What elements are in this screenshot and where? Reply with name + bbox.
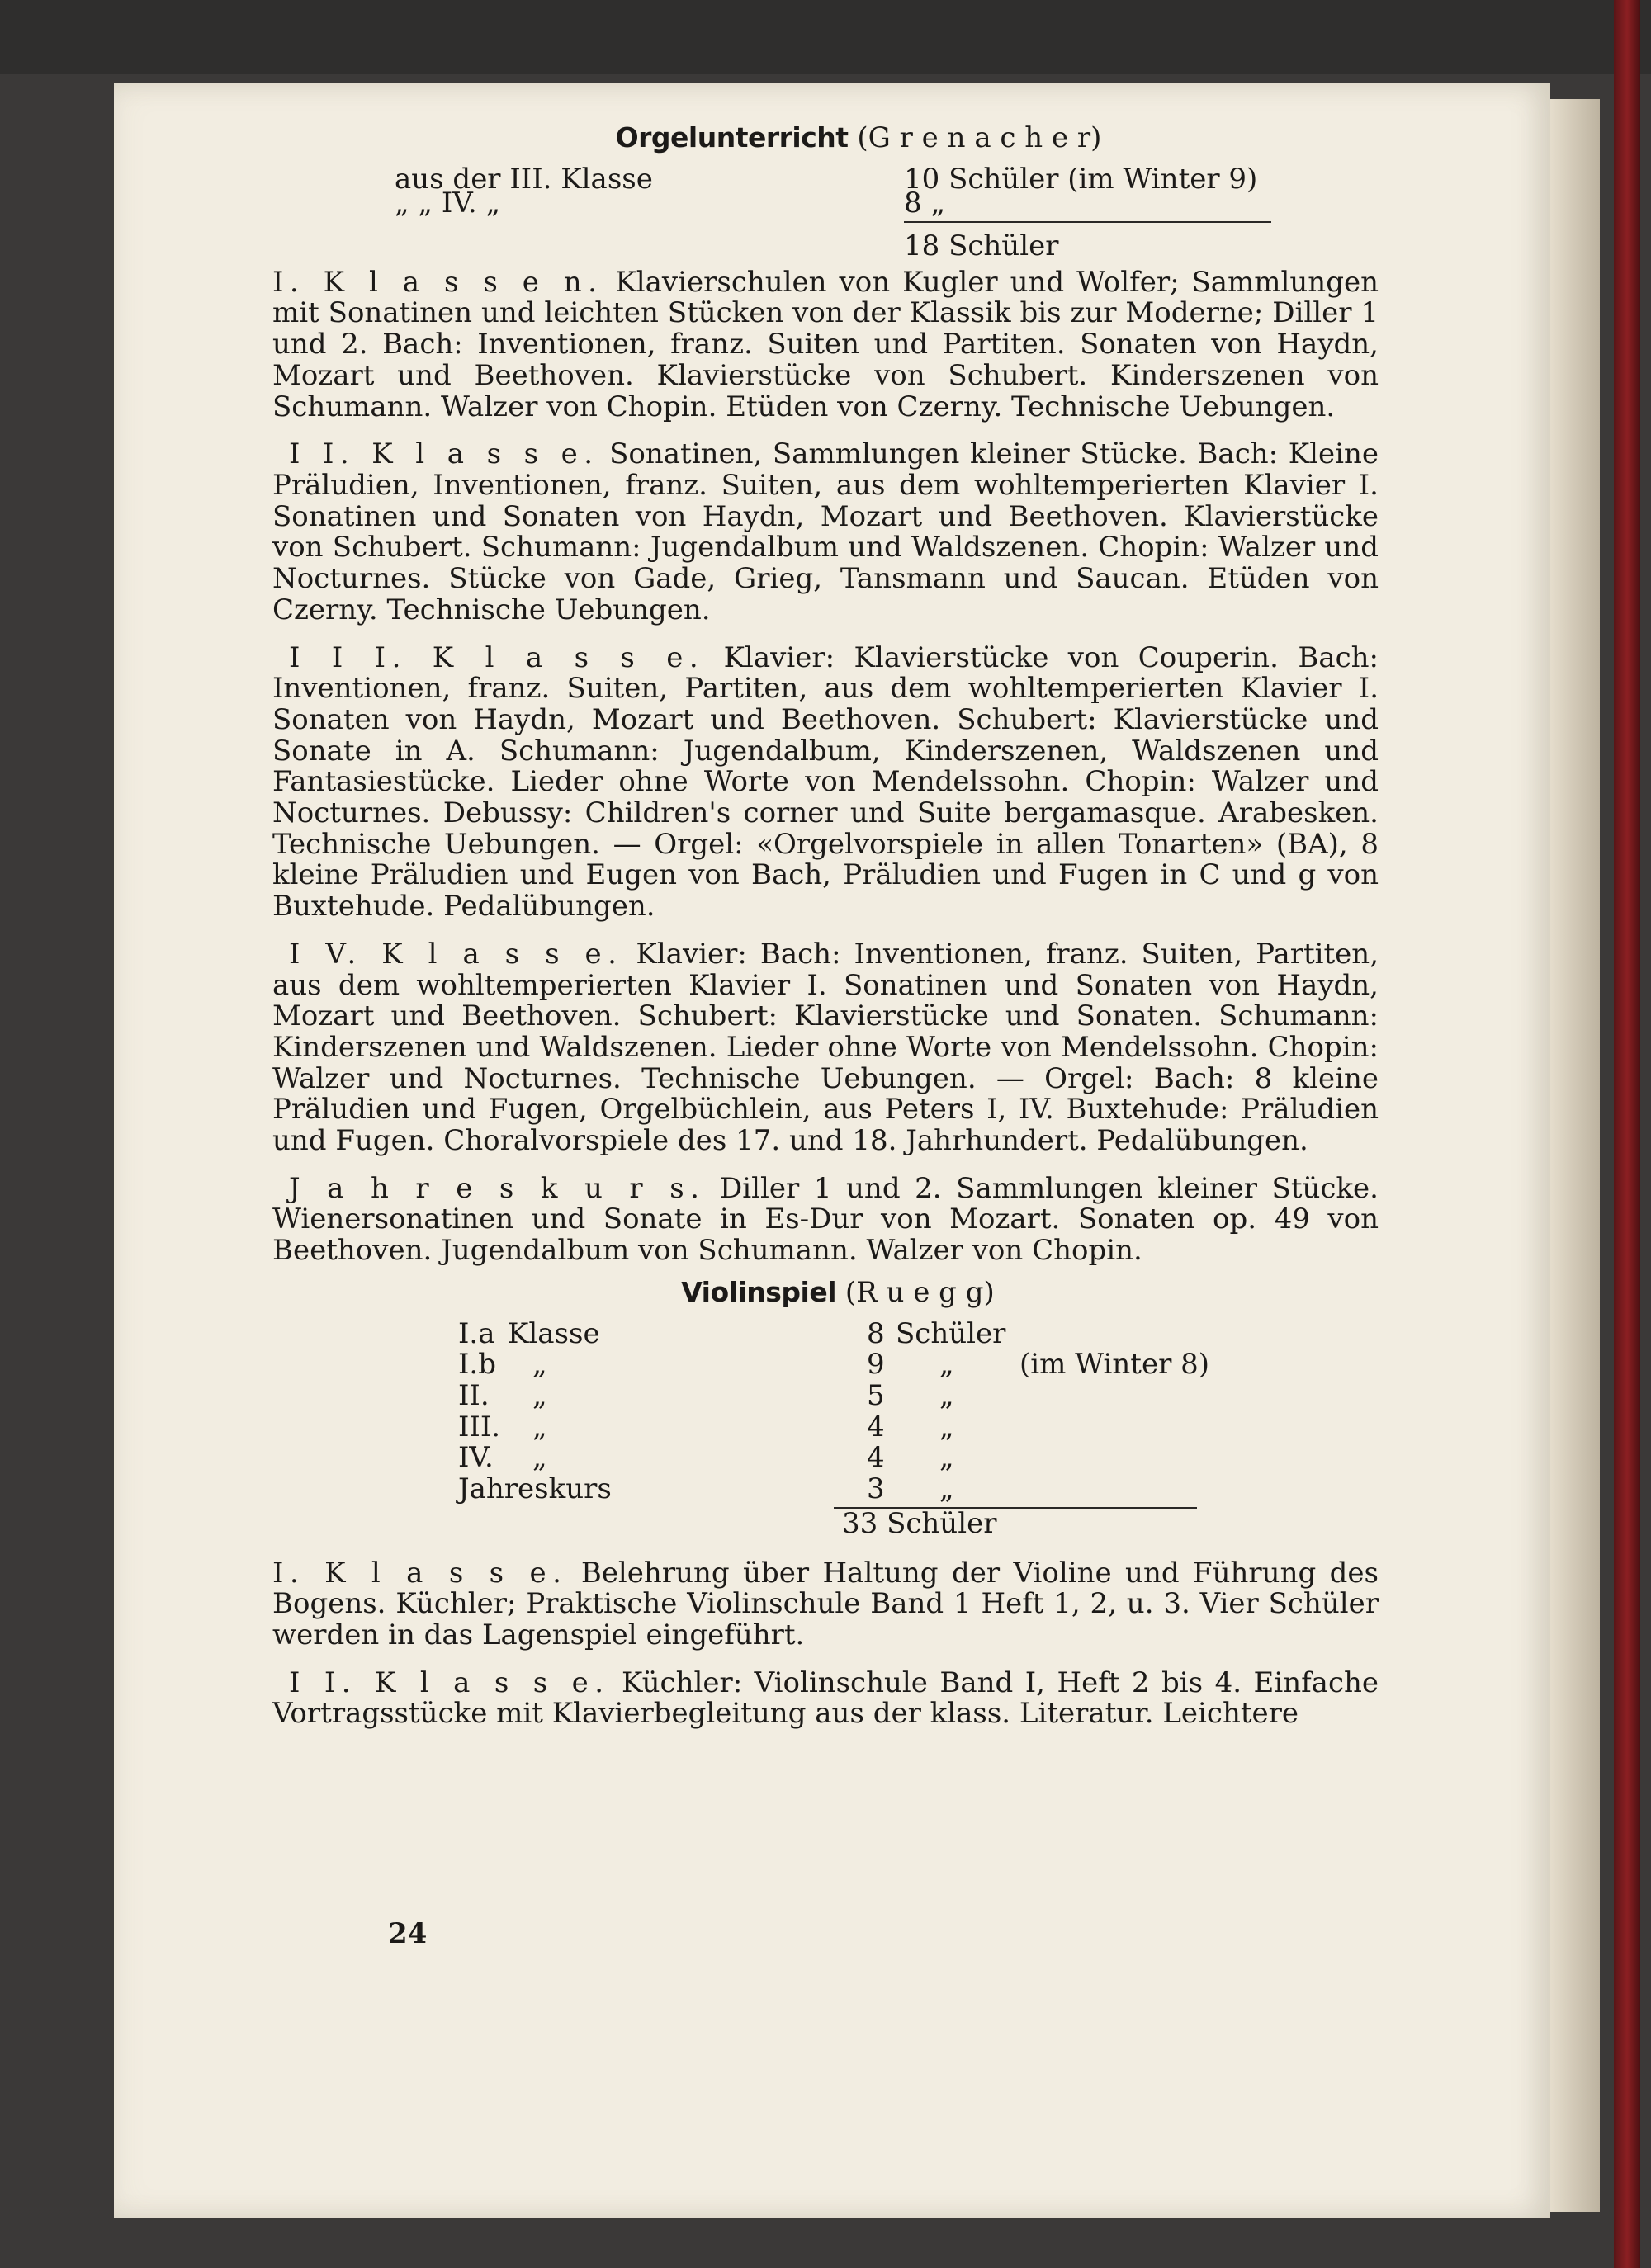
piano-class-1-label: I. K l a s s e n.: [272, 265, 603, 299]
piano-class-1-text: Klavierschulen von Kugler und Wolfer; Sammlungen mit Sonatinen und leichten Stücken von der Klassik bis zur Moderne; Diller 1 und 2. Bach: Inventionen, franz. Suiten und Partiten. Sonaten von Haydn, Mozart und Beethoven. Klavierstücke von Schubert. Kinderszenen von Schumann. Walzer von Chopin. Etüden von Czerny. Technische Uebungen.: [272, 265, 1379, 423]
piano-class-3-text: Klavier: Klavierstücke von Couperin. Bach: Inventionen, franz. Suiten, Partiten, aus dem wohltemperierten Klavier I. Sonaten von Haydn, Mozart und Beethoven. Schubert: Klavierstücke und Sonate in A. Schumann: Jugendalbum, Kinderszenen, Waldszenen und Fantasiestücke. Lieder ohne Worte von Mendelssohn. Chopin: Walzer und Nocturnes. Debussy: Children's corner und Suite bergamasque. Arabesken. Technische Uebungen. — Orgel: «Orgelvorspiele in allen Tonarten» (BA), 8 kleine Präludien und Eugen von Bach, Präludien und Fugen in C und g von Buxtehude. Pedalübungen.: [272, 640, 1379, 924]
violin-total-row: [272, 1506, 1379, 1540]
violin-row-unit: „: [939, 1410, 954, 1443]
violin-class-1-paragraph: [272, 1558, 1379, 1651]
violin-row-num: 4: [867, 1410, 885, 1443]
organ-total: 18 Schüler: [904, 229, 1059, 263]
violin-row: [272, 1349, 1379, 1381]
violin-row-label: II.: [458, 1378, 490, 1412]
violin-row-num: 3: [867, 1472, 885, 1505]
violin-row-ditto: Klasse: [508, 1316, 600, 1350]
violin-student-table: [272, 1316, 1379, 1542]
violin-row-note: (im Winter 8): [1019, 1348, 1210, 1382]
page-edge: [1550, 99, 1600, 2212]
violin-row-label: I.a: [458, 1316, 495, 1350]
violin-class-2-paragraph: [272, 1668, 1379, 1730]
violin-row: [272, 1378, 1379, 1412]
violin-row-label: I.b: [458, 1348, 497, 1382]
piano-class-4-text: Klavier: Bach: Inventionen, franz. Suiten, Partiten, aus dem wohltemperierten Klavier I. Sonatinen und Sonaten von Haydn, Mozart und Beethoven. Schubert: Klavierstücke und Sonaten. Schumann: Kinderszenen und Waldszenen. Lieder ohne Worte von Mendelssohn. Chopin: Walzer und Nocturnes. Technische Uebungen. — Orgel: Bach: 8 kleine Präludien und Fugen, Orgelbüchlein, aus Peters I, IV. Buxtehude: Präludien und Fugen. Choralvorspiele des 17. und 18. Jahrhundert. Pedalübungen.: [272, 937, 1379, 1158]
piano-class-3-label: I I I. K l a s s e.: [289, 640, 705, 674]
organ-row-count: 10 Schüler (im Winter 9): [904, 162, 1258, 196]
organ-heading: [272, 122, 1379, 154]
violin-heading-teacher: (R u e g g): [844, 1275, 995, 1309]
organ-row-label: aus der III. Klasse: [395, 162, 653, 196]
violin-class-1-text: Belehrung über Haltung der Violine und Führung des Bogens. Küchler; Praktische Violinschule Band 1 Heft 1, 2, u. 3. Vier Schüler werden in das Lagenspiel eingeführt.: [272, 1556, 1379, 1651]
organ-sum-rule: [904, 221, 1271, 223]
piano-class-2-label: I I. K l a s s e.: [289, 437, 599, 471]
page-number: 24: [388, 1917, 428, 1950]
violin-class-2-label: I I. K l a s s e.: [289, 1666, 610, 1699]
piano-class-4-paragraph: [272, 939, 1379, 1157]
violin-row: [272, 1443, 1379, 1474]
violin-row-num: 5: [867, 1378, 885, 1412]
violin-row: [272, 1474, 1379, 1505]
piano-class-2-text: Sonatinen, Sammlungen kleiner Stücke. Bach: Kleine Präludien, Inventionen, franz. Suiten, aus dem wohltemperierten Klavier I. Sonatinen und Sonaten von Haydn, Mozart und Beethoven. Klavierstücke von Schubert. Schumann: Jugendalbum und Waldszenen. Chopin: Walzer und Nocturnes. Stücke von Gade, Grieg, Tansmann und Saucan. Etüden von Czerny. Technische Uebungen.: [272, 437, 1379, 626]
violin-class-2-text: Küchler: Violinschule Band I, Heft 2 bis 4. Einfache Vortragsstücke mit Klavierbegleitung aus der klass. Literatur. Leichtere: [272, 1666, 1379, 1731]
violin-row-ditto: „: [532, 1348, 547, 1382]
violin-row-num: 8: [867, 1316, 885, 1350]
scan-background: [0, 0, 1651, 74]
page-content: [272, 122, 1379, 1730]
piano-class-4-label: I V. K l a s s e.: [289, 937, 623, 971]
piano-class-1-paragraph: [272, 267, 1379, 423]
violin-row-unit: „: [939, 1472, 954, 1505]
piano-jahreskurs-label: J a h r e s k u r s.: [289, 1171, 706, 1205]
violin-row-label: IV.: [458, 1441, 494, 1475]
organ-total-row: [272, 231, 1379, 262]
violin-row-unit: „: [939, 1378, 954, 1412]
violin-row-unit: „: [939, 1441, 954, 1475]
violin-row-unit: „: [939, 1348, 954, 1382]
violin-total: 33 Schüler: [842, 1506, 997, 1540]
violin-row-ditto: „: [532, 1441, 547, 1475]
violin-row-label: Jahreskurs: [458, 1472, 612, 1505]
organ-row-count: 8 „: [904, 187, 946, 220]
piano-class-3-paragraph: [272, 640, 1379, 924]
violin-row-ditto: „: [532, 1410, 547, 1443]
violin-row-ditto: „: [532, 1378, 547, 1412]
violin-row-label: III.: [458, 1410, 501, 1443]
violin-row-unit: Schüler: [896, 1316, 1006, 1350]
violin-row: [272, 1316, 1379, 1350]
organ-heading-title: Orgelunterricht: [615, 121, 849, 154]
piano-class-2-paragraph: [272, 439, 1379, 626]
violin-heading-title: Violinspiel: [681, 1275, 837, 1308]
violin-class-1-label: I. K l a s s e.: [272, 1556, 568, 1590]
violin-row-num: 4: [867, 1441, 885, 1475]
organ-heading-teacher: (G r e n a c h e r): [857, 121, 1102, 154]
violin-heading: [272, 1277, 1379, 1309]
bookmark-ribbon: [1614, 0, 1640, 2268]
organ-row: [272, 188, 1379, 220]
organ-row-label: „ „ IV. „: [395, 187, 501, 220]
piano-jahreskurs-paragraph: [272, 1171, 1379, 1268]
violin-row-num: 9: [867, 1348, 885, 1382]
piano-jahreskurs-text: Diller 1 und 2. Sammlungen kleiner Stücke. Wienersonatinen und Sonate in Es-Dur von Mozart. Sonaten op. 49 von Beethoven. Jugendalbum von Schumann. Walzer von Chopin.: [272, 1171, 1379, 1268]
violin-row: [272, 1412, 1379, 1443]
